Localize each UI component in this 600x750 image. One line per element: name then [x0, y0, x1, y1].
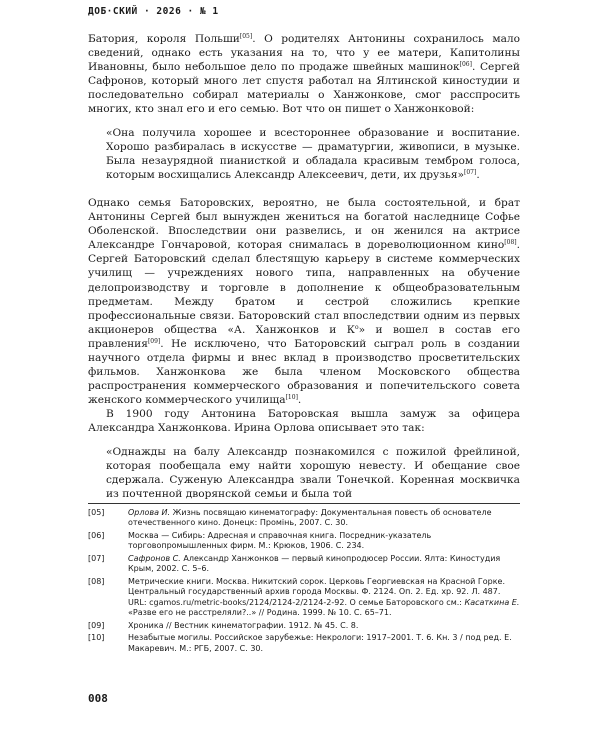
footnote-text — [128, 531, 520, 552]
text-run: Метрические книги. Москва. Никитский сорок. Церковь Георгиевская на Красной Горке. Центральный государственный архив города Москвы. Ф. 2124. Оп. 2. Ед. хр. 92. Л. 487. URL: cgamos.ru/metric-books/2124/2124-2/2124-2-92. О семье Баторовского см.: — [128, 577, 506, 607]
footnotes — [88, 508, 520, 656]
footnote-text — [128, 554, 520, 575]
footnote — [88, 554, 520, 575]
footnote-text — [128, 577, 520, 619]
footnote — [88, 633, 520, 654]
text-run: В 1900 году Антонина Баторовская вышла замуж за офицера Александра Ханжонкова. Ирина Орлова описывает это так: — [88, 408, 520, 435]
text-run: Незабытые могилы. Российское зарубежье: Некрологи: 1917–2001. Т. 6. Кн. 3 / под ред. Е. Макаревич. М.: РГБ, 2007. С. 30. — [128, 633, 512, 653]
footnote-divider — [88, 503, 520, 504]
footnote-number: [07] — [88, 554, 105, 563]
footnote-number: [09] — [88, 620, 105, 630]
running-head: ДОБ·СКИЙ · 2026 · № 1 — [88, 6, 219, 17]
text-run: Батория, короля Польши — [88, 33, 240, 45]
block-quote — [106, 126, 520, 182]
text-run: . — [297, 394, 302, 407]
footnote-number: [08] — [88, 577, 105, 586]
footnote-marker[interactable]: [06] — [459, 61, 472, 69]
footnote-marker[interactable]: [05] — [239, 33, 253, 40]
text-run: Москва — Сибирь: Адресная и справочная книга. Посредник-указатель торговопромышленных фирм. М.: Крюков, 1906. С. 234. — [128, 531, 432, 551]
footnote-number: [05] — [88, 508, 105, 517]
footnote-marker[interactable]: о — [354, 323, 359, 331]
paragraph — [88, 32, 520, 117]
footnote-text — [128, 621, 520, 631]
block-quote — [106, 445, 520, 501]
footnote-number: [06] — [88, 531, 105, 540]
footnote-marker[interactable]: [08] — [504, 239, 517, 247]
text-run: «Она получила хорошее и всестороннее образование и воспитание. Хорошо разбиралась в искусстве — драматургии, живописи, в музыке. Была незаурядной пианисткой и обладала красивым тембром голоса, которым восхищались Александр Алексеевич, дети, их друзья» — [106, 126, 520, 181]
footnote — [88, 621, 520, 631]
text-run: » и вошел в состав его правления — [88, 323, 520, 350]
text-run: «Однажды на балу Александр познакомился с пожилой фрейлиной, которая пообещала ему найти хорошую невесту. И обещание свое сдержала. Суженую Александра звали Тонечкой. Коренная москвичка из почтенной дворянской семьи и была той — [106, 445, 520, 500]
footnote-marker[interactable]: [10] — [285, 394, 298, 402]
text-run: Жизнь посвящаю кинематографу: Документальная повесть об основателе отечественного кино. Донецк: Промінь, 2007. С. 30. — [128, 508, 492, 528]
text-run: . О родителях Антонины сохранилось мало сведений, однако есть указания на то, что у ее матери, Капитолины Ивановны, было небольшое дело по продаже швейных машинок — [88, 33, 520, 74]
footnote-number: [10] — [88, 633, 105, 643]
text-run: . Сергей Баторовский сделал блестящую карьеру в системе коммерческих училищ — учреждениях нового типа, направленных на обучение делопроизводству и торговле в дополнение к общеобразовательным предметам. Между братом и сестрой сложились крепкие профессиональные связи. Баторовский стал впоследствии одним из первых акционеров общества «А. Ханжонков и К — [88, 239, 520, 336]
text-run: . — [476, 168, 480, 181]
footnote-text — [128, 633, 520, 654]
footnote-text — [128, 508, 520, 529]
author-name: Орлова И. — [128, 508, 171, 517]
author-name: Сафронов С. — [128, 554, 181, 563]
text-run: . Сергей Сафронов, который много лет спустя работал на Ялтинской киностудии и последовательно собирал материалы о Ханжонкове, смог расспросить многих, кто знал его и его семью. Вот что он пишет о Ханжонковой: — [88, 61, 520, 116]
text-run: Однако семья Баторовских, вероятно, не была состоятельной, и брат Антонины Сергей был вынужден жениться на богатой наследнице Софье Оболенской. Впоследствии они развелись, и он женился на актрисе Александре Гончаровой, которая снималась в дореволюционном кино — [88, 196, 520, 252]
text-run: . Не исключено, что Баторовский сыграл роль в создании научного отдела фирмы и внес вклад в производство просветительских фильмов. Ханжонкова же была членом Московского общества распространения коммерческого образования и попечительского совета женского коммерческого училища — [88, 337, 520, 407]
text-run: Александр Ханжонков — первый кинопродюсер России. Ялта: Киностудия Крым, 2002. С. 5–6. — [128, 554, 501, 574]
footnote-marker[interactable]: [09] — [147, 337, 161, 345]
paragraph — [88, 196, 520, 407]
footnote — [88, 508, 520, 529]
paragraph — [88, 407, 520, 435]
text-run: «Разве его не расстреляли?..» // Родина. 1999. № 10. С. 65–71. — [128, 608, 392, 618]
page-number: 008 — [88, 692, 108, 705]
footnote — [88, 577, 520, 619]
author-name: Касаткина Е. — [464, 597, 520, 607]
text-run: Хроника // Вестник кинематографии. 1912. № 45. С. 8. — [128, 620, 359, 630]
footnote — [88, 531, 520, 552]
main-text — [88, 32, 520, 511]
footnote-marker[interactable]: [07] — [464, 168, 477, 176]
